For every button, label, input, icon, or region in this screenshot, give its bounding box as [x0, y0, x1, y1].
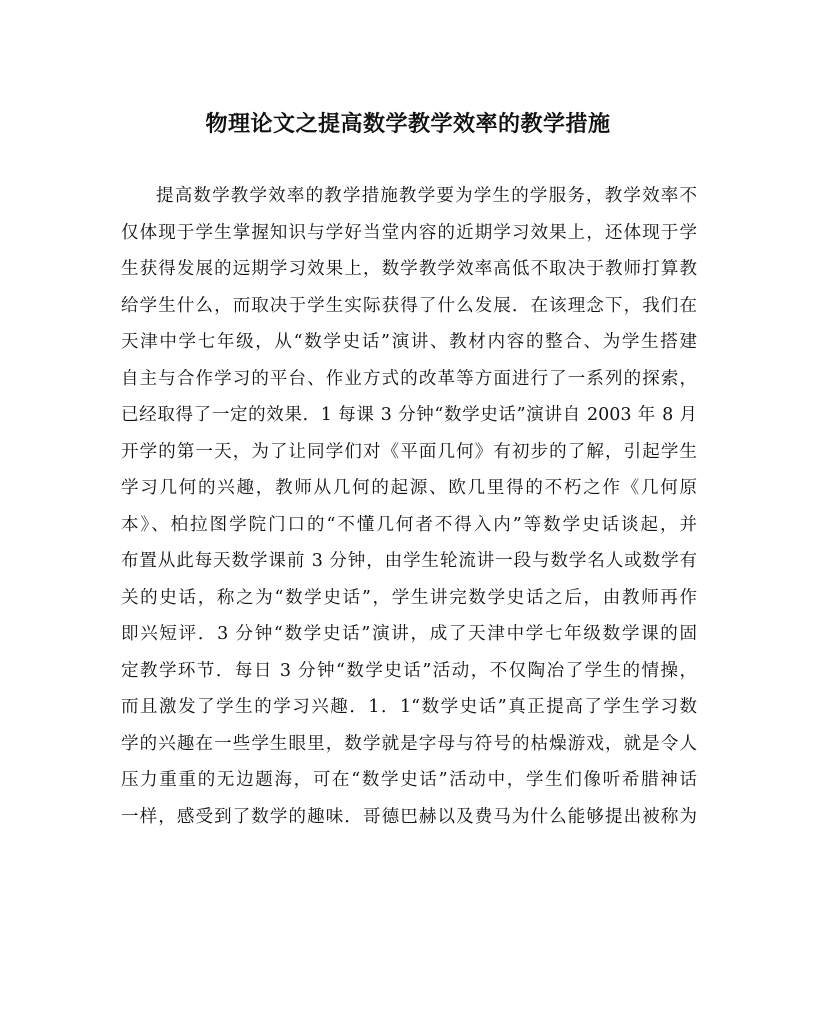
text-line: 即兴短评．3 分钟“数学史话”演讲，成了天津中学七年级数学课的固 — [121, 624, 697, 644]
text-line: 已经取得了一定的效果．1 每课 3 分钟“数学史话”演讲自 2003 年 8 月 — [121, 405, 697, 425]
text-line: 布置从此每天数学课前 3 分钟，由学生轮流讲一段与数学名人或数学有 — [121, 551, 697, 571]
text-line: 关的史话，称之为“数学史话”，学生讲完数学史话之后，由教师再作 — [121, 587, 697, 608]
text-line: 一样，感受到了数学的趣味．哥德巴赫以及费马为什么能够提出被称为 — [121, 806, 697, 827]
text-line: 自主与合作学习的平台、作业方式的改革等方面进行了一系列的探索， — [121, 368, 697, 389]
text-line: 给学生什么，而取决于学生实际获得了什么发展．在该理念下，我们在 — [121, 295, 697, 316]
text-line: 天津中学七年级，从“数学史话”演讲、教材内容的整合、为学生搭建 — [121, 332, 697, 352]
text-line: 本》、柏拉图学院门口的“不懂几何者不得入内”等数学史话谈起，并 — [121, 514, 697, 535]
text-line: 仅体现于学生掌握知识与学好当堂内容的近期学习效果上，还体现于学 — [121, 222, 697, 243]
text-line: 学习几何的兴趣，教师从几何的起源、欧几里得的不朽之作《几何原 — [121, 478, 697, 498]
text-line: 生获得发展的远期学习效果上，数学教学效率高低不取决于教师打算教 — [121, 259, 697, 279]
text-line: 开学的第一天，为了让同学们对《平面几何》有初步的了解，引起学生 — [121, 441, 697, 462]
document-title: 物理论文之提高数学教学效率的教学措施 — [205, 111, 611, 137]
text-line: 定教学环节．每日 3 分钟“数学史话”活动，不仅陶冶了学生的情操， — [121, 660, 697, 681]
body-paragraph — [121, 178, 697, 835]
text-line: 提高数学教学效率的教学措施教学要为学生的学服务，教学效率不 — [156, 186, 697, 206]
text-line: 压力重重的无边题海，可在“数学史话”活动中，学生们像听希腊神话 — [121, 770, 697, 790]
text-line: 学的兴趣在一些学生眼里，数学就是字母与符号的枯燥游戏，就是令人 — [121, 733, 697, 754]
text-line: 而且激发了学生的学习兴趣．1．1“数学史话”真正提高了学生学习数 — [121, 697, 697, 717]
